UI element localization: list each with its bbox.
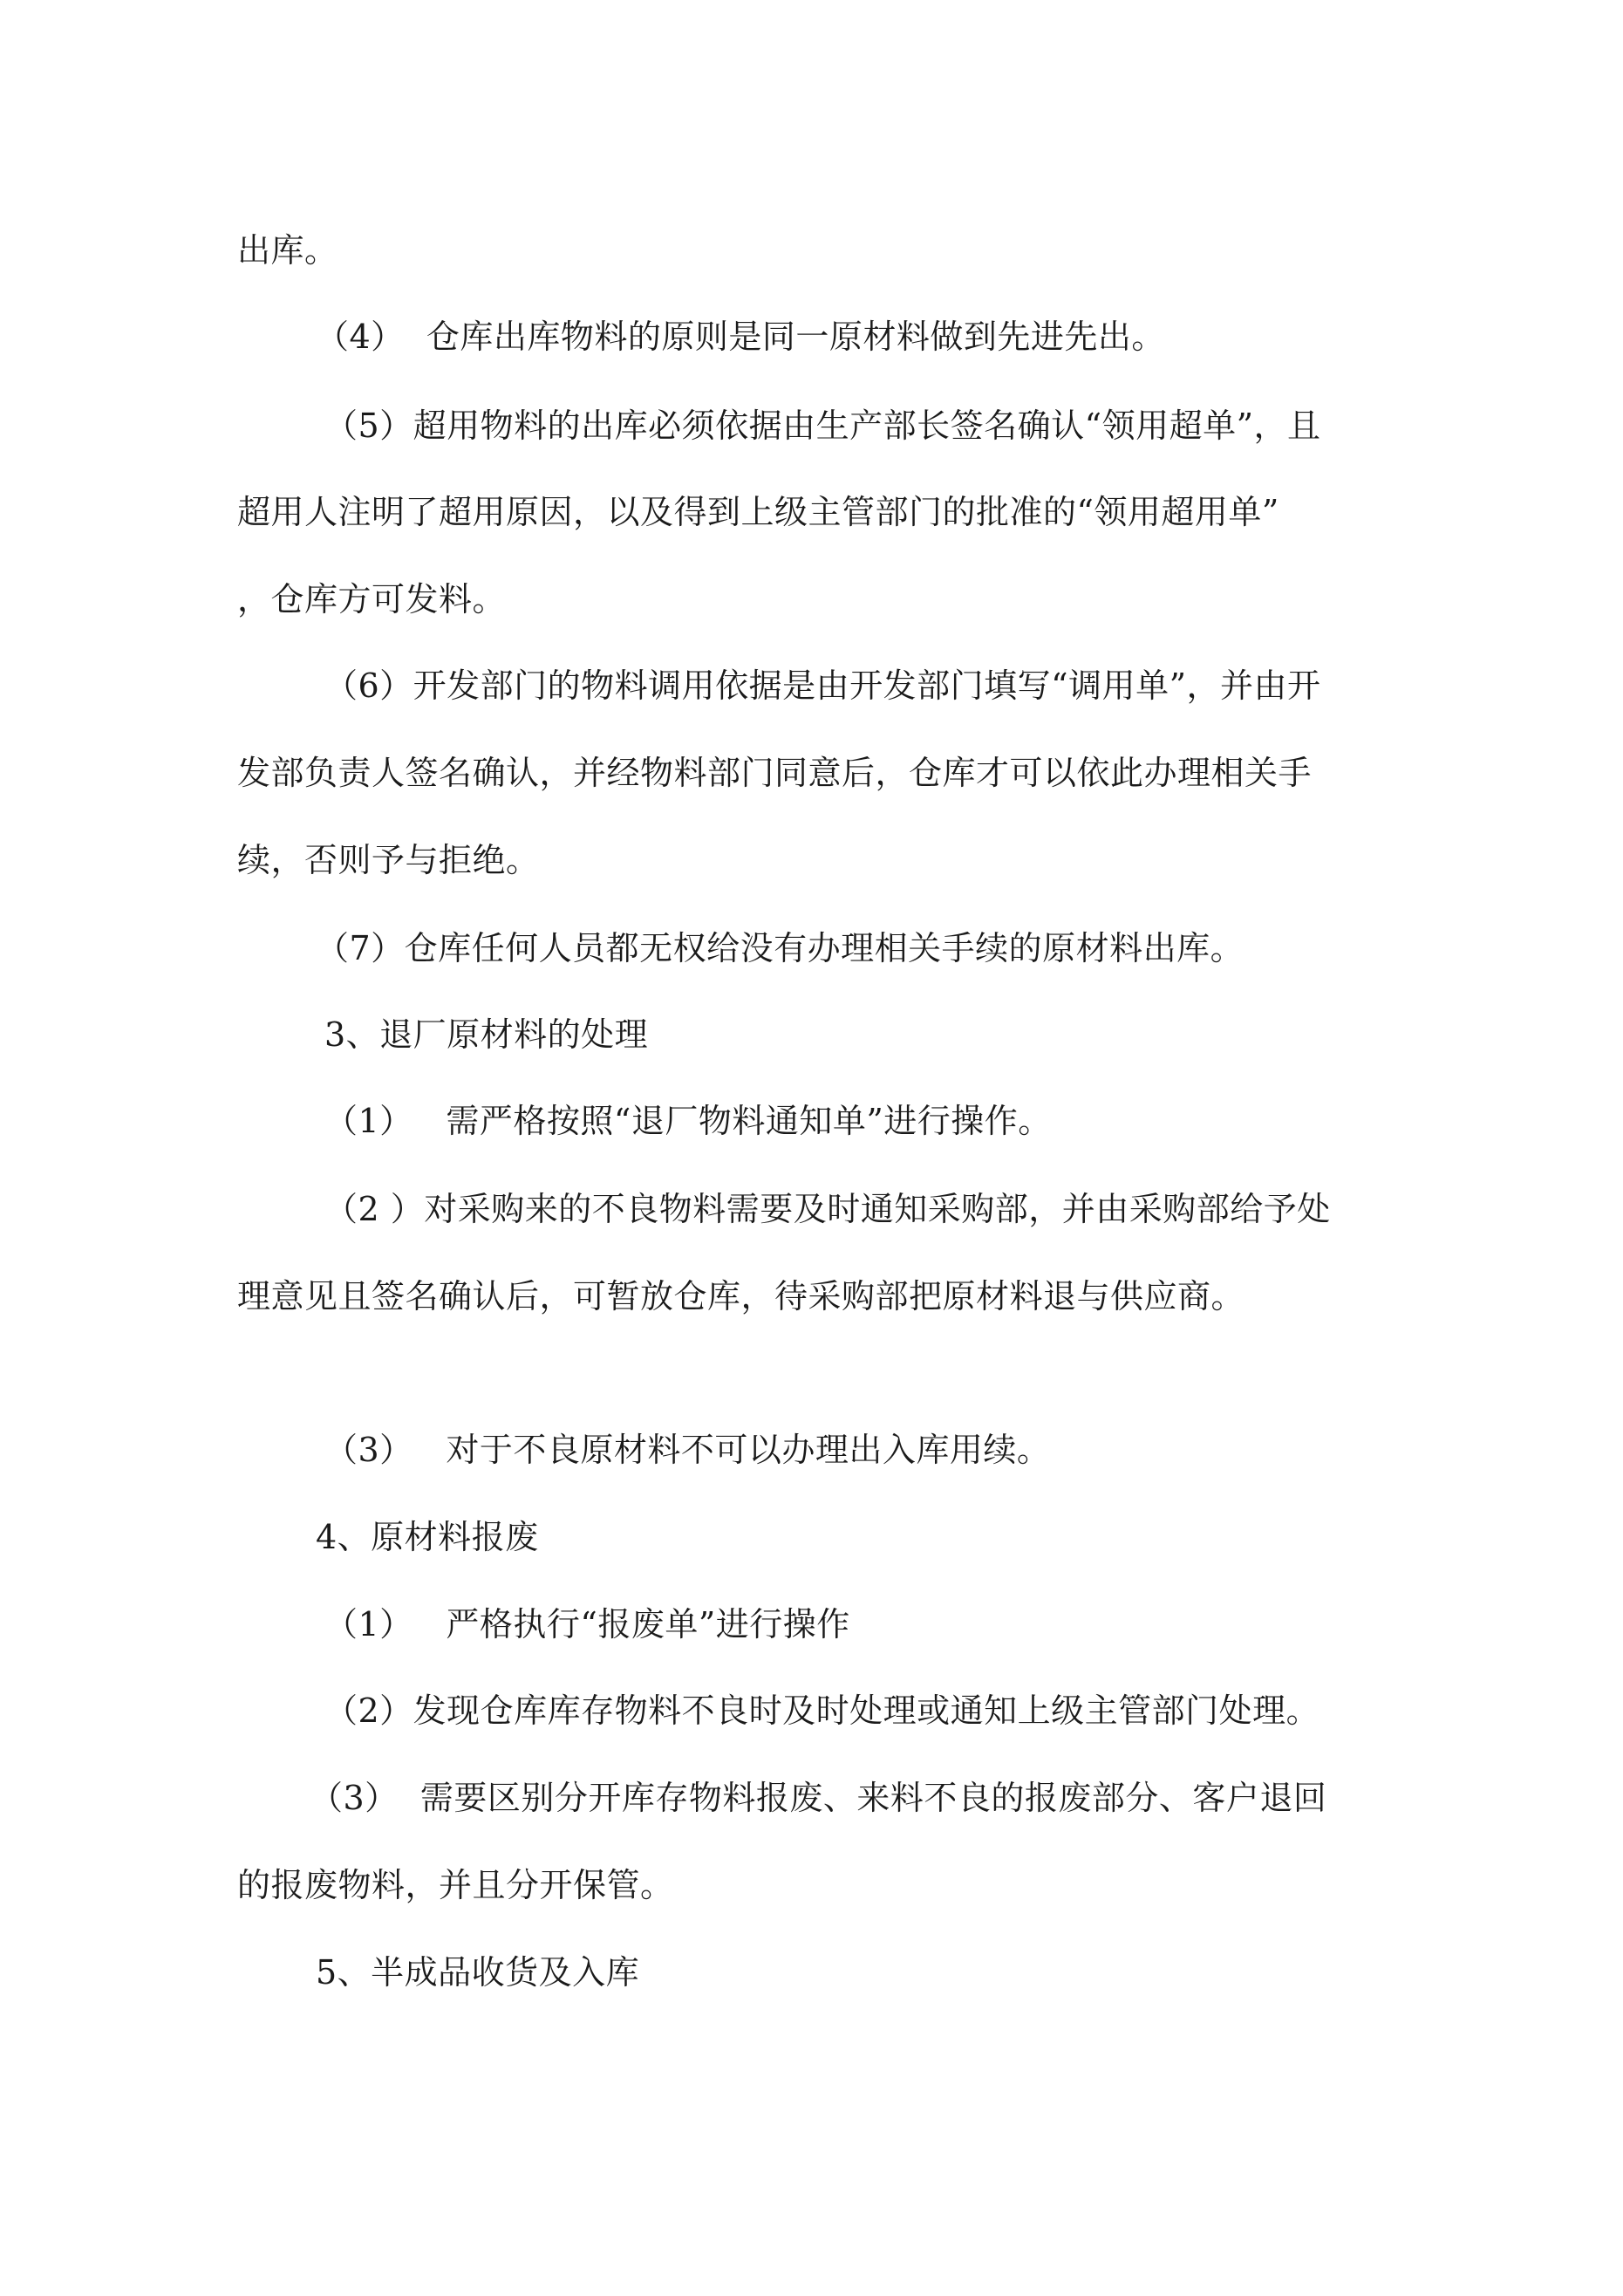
text-line: 的报废物料，并且分开保管。 (237, 1866, 674, 1904)
text-line: （4） 仓库出库物料的原则是同一原材料做到先进先出。 (316, 318, 1165, 356)
text-line: （2）发现仓库库存物料不良时及时处理或通知上级主管部门处理。 (324, 1691, 1320, 1730)
text-line: （1） 严格执行“报废单”进行操作 (324, 1605, 850, 1643)
text-line: 理意见且签名确认后，可暂放仓库，待采购部把原材料退与供应商。 (237, 1277, 1245, 1315)
section-heading: 3、退厂原材料的处理 (324, 1015, 649, 1054)
text-line: 发部负责人签名确认，并经物料部门同意后，仓库才可以依此办理相关手 (237, 754, 1313, 792)
text-line: （3） 对于不良原材料不可以办理出入库用续。 (324, 1431, 1051, 1469)
text-line: （7）仓库任何人员都无权给没有办理相关手续的原材料出库。 (316, 929, 1245, 967)
text-line: （5）超用物料的出库必须依据由生产部长签名确认“领用超单”，且 (324, 407, 1321, 445)
text-line: （3） 需要区别分开库存物料报废、来料不良的报废部分、客户退回 (310, 1779, 1327, 1817)
text-line: 超用人注明了超用原因，以及得到上级主管部门的批准的“领用超用单” (237, 493, 1279, 531)
section-heading: 4、原材料报废 (316, 1518, 539, 1556)
text-line: （1） 需严格按照“退厂物料通知单”进行操作。 (324, 1102, 1052, 1140)
section-heading: 5、半成品收货及入库 (316, 1953, 640, 1992)
text-line: ，仓库方可发料。 (237, 580, 507, 618)
text-line: 续，否则予与拒绝。 (237, 841, 540, 879)
text-line: 出库。 (237, 231, 338, 270)
text-line: （2 ）对采购来的不良物料需要及时通知采购部，并由采购部给予处 (324, 1190, 1331, 1228)
text-line: （6）开发部门的物料调用依据是由开发部门填写“调用单”，并由开 (324, 666, 1321, 705)
